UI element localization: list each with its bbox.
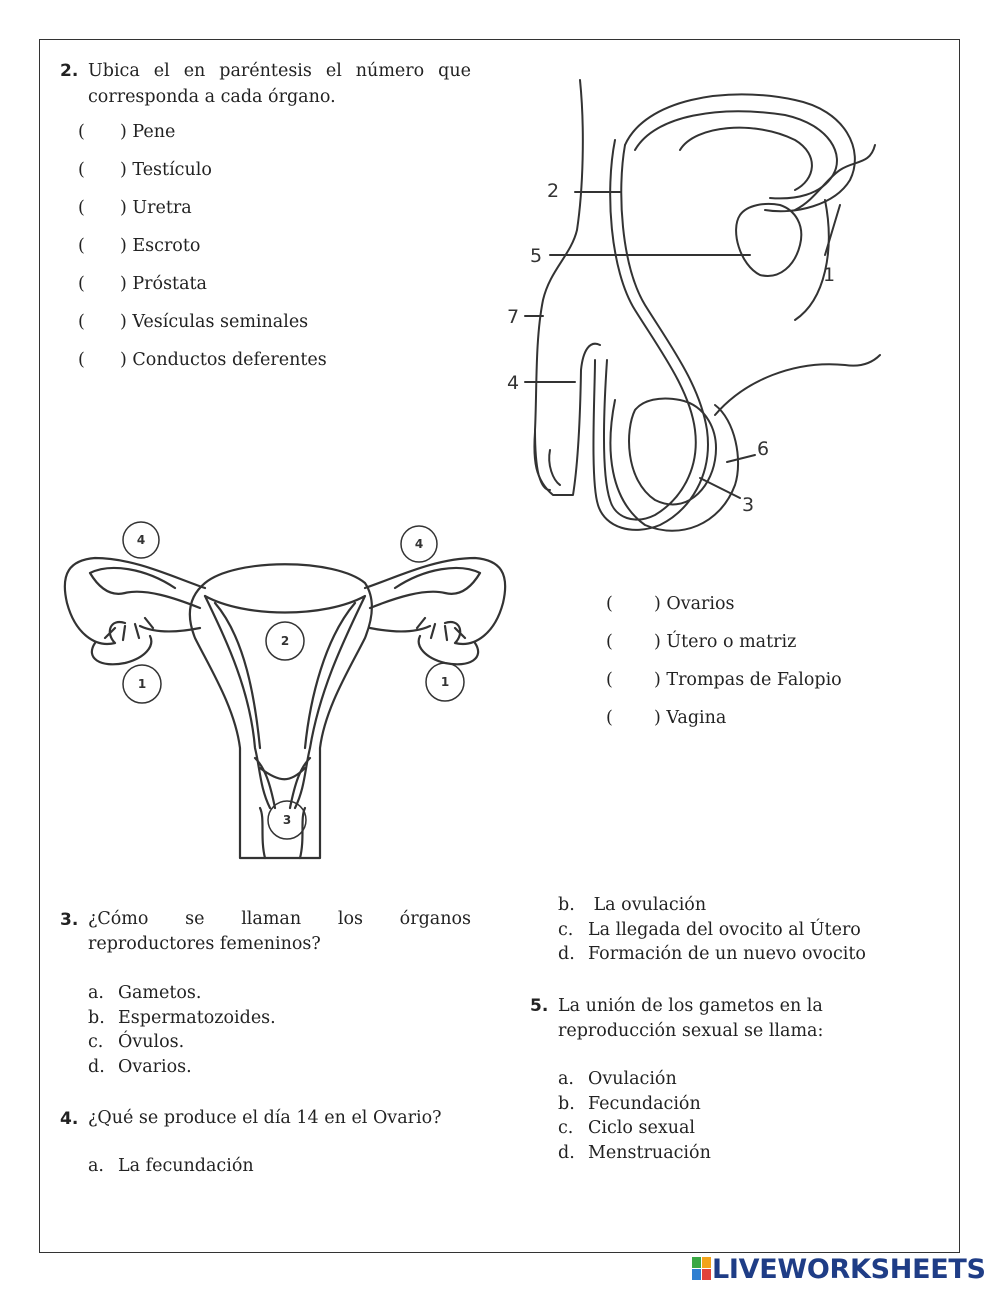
- male-match-row[interactable]: ( ) Conductos deferentes: [78, 350, 327, 370]
- female-label-4-right: 4: [414, 537, 424, 551]
- male-match-row[interactable]: ( ) Testículo: [78, 160, 212, 180]
- q2-text-line1: Ubica el en paréntesis el número que: [88, 61, 471, 81]
- bladder-loop-inner: [635, 111, 837, 198]
- penis-shape: [534, 344, 600, 495]
- male-match-row[interactable]: ( ) Próstata: [78, 274, 207, 294]
- q3-option-b[interactable]: b. Espermatozoides.: [88, 1008, 276, 1028]
- female-match-row[interactable]: ( ) Trompas de Falopio: [606, 670, 842, 690]
- right-ovary: [419, 636, 478, 664]
- female-match-row[interactable]: ( ) Vagina: [606, 708, 727, 728]
- q5-option-b[interactable]: b. Fecundación: [558, 1094, 701, 1114]
- q2-number: 2.: [60, 61, 79, 81]
- male-label-1: 1: [823, 264, 836, 286]
- body-outline: [535, 80, 583, 490]
- male-label-6: 6: [757, 438, 770, 460]
- q4-text: ¿Qué se produce el día 14 en el Ovario?: [88, 1108, 442, 1128]
- q3-option-a[interactable]: a. Gametos.: [88, 983, 202, 1003]
- q2-text-line2: corresponda a cada órgano.: [88, 87, 336, 107]
- uterine-cavity-right: [205, 596, 365, 808]
- q4-option-b[interactable]: b. La ovulación: [558, 895, 707, 915]
- female-label-2: 2: [280, 634, 290, 648]
- left-tube-inner: [90, 568, 200, 608]
- male-match-row[interactable]: ( ) Escroto: [78, 236, 201, 256]
- seminal-duct: [795, 145, 875, 210]
- male-match-row[interactable]: ( ) Uretra: [78, 198, 192, 218]
- male-label-4: 4: [507, 372, 520, 394]
- q5-text-line1: La unión de los gametos en la: [558, 996, 823, 1016]
- uterine-cavity-left: [205, 596, 270, 808]
- vas-deferens-loop: [604, 140, 696, 520]
- scrotum-outline: [610, 400, 738, 531]
- female-match-row[interactable]: ( ) Útero o matriz: [606, 632, 797, 652]
- liveworksheets-logo-text: LIVEWORKSHEETS: [712, 1253, 986, 1285]
- q3-number: 3.: [60, 910, 79, 930]
- q5-number: 5.: [530, 996, 549, 1016]
- female-label-3: 3: [282, 813, 292, 827]
- q4-number: 4.: [60, 1109, 79, 1129]
- male-label-2: 2: [547, 180, 560, 202]
- female-label-1-left: 1: [137, 677, 147, 691]
- uterus-outline: [190, 564, 372, 858]
- liveworksheets-logo-icon: [692, 1257, 712, 1281]
- male-match-row[interactable]: ( ) Pene: [78, 122, 176, 142]
- back-contour: [795, 200, 829, 320]
- q4-option-a[interactable]: a. La fecundación: [88, 1156, 254, 1176]
- right-tube-inner: [370, 568, 480, 608]
- male-reproductive-diagram: [495, 70, 895, 540]
- q5-option-c[interactable]: c. Ciclo sexual: [558, 1118, 695, 1138]
- seminal-vesicle-loop: [680, 128, 812, 190]
- male-label-7: 7: [507, 306, 520, 328]
- female-reproductive-diagram: [55, 518, 520, 863]
- cervix-lines: [255, 758, 310, 808]
- male-match-row[interactable]: ( ) Vesículas seminales: [78, 312, 309, 332]
- q4-option-d[interactable]: d. Formación de un nuevo ovocito: [558, 944, 866, 964]
- q3-text-line1: ¿Cómo se llaman los órganos: [88, 909, 471, 929]
- q3-option-c[interactable]: c. Óvulos.: [88, 1032, 185, 1052]
- male-label-5: 5: [530, 245, 543, 267]
- female-match-row[interactable]: ( ) Ovarios: [606, 594, 735, 614]
- right-ovarian-ligament: [370, 626, 430, 632]
- q5-text-line2: reproducción sexual se llama:: [558, 1021, 824, 1041]
- liveworksheets-logo[interactable]: [692, 1254, 986, 1284]
- q5-option-a[interactable]: a. Ovulación: [558, 1069, 677, 1089]
- prostate-shape: [736, 204, 801, 276]
- penis-tip: [549, 450, 560, 485]
- q5-option-d[interactable]: d. Menstruación: [558, 1143, 711, 1163]
- male-label-3: 3: [742, 494, 755, 516]
- left-ovary: [92, 636, 151, 664]
- buttock-contour: [715, 355, 880, 415]
- leader-line-6: [727, 455, 755, 462]
- female-label-4-left: 4: [136, 533, 146, 547]
- q3-option-d[interactable]: d. Ovarios.: [88, 1057, 192, 1077]
- female-label-1-right: 1: [440, 675, 450, 689]
- q3-text-line2: reproductores femeninos?: [88, 934, 321, 954]
- q4-option-c[interactable]: c. La llegada del ovocito al Útero: [558, 920, 861, 940]
